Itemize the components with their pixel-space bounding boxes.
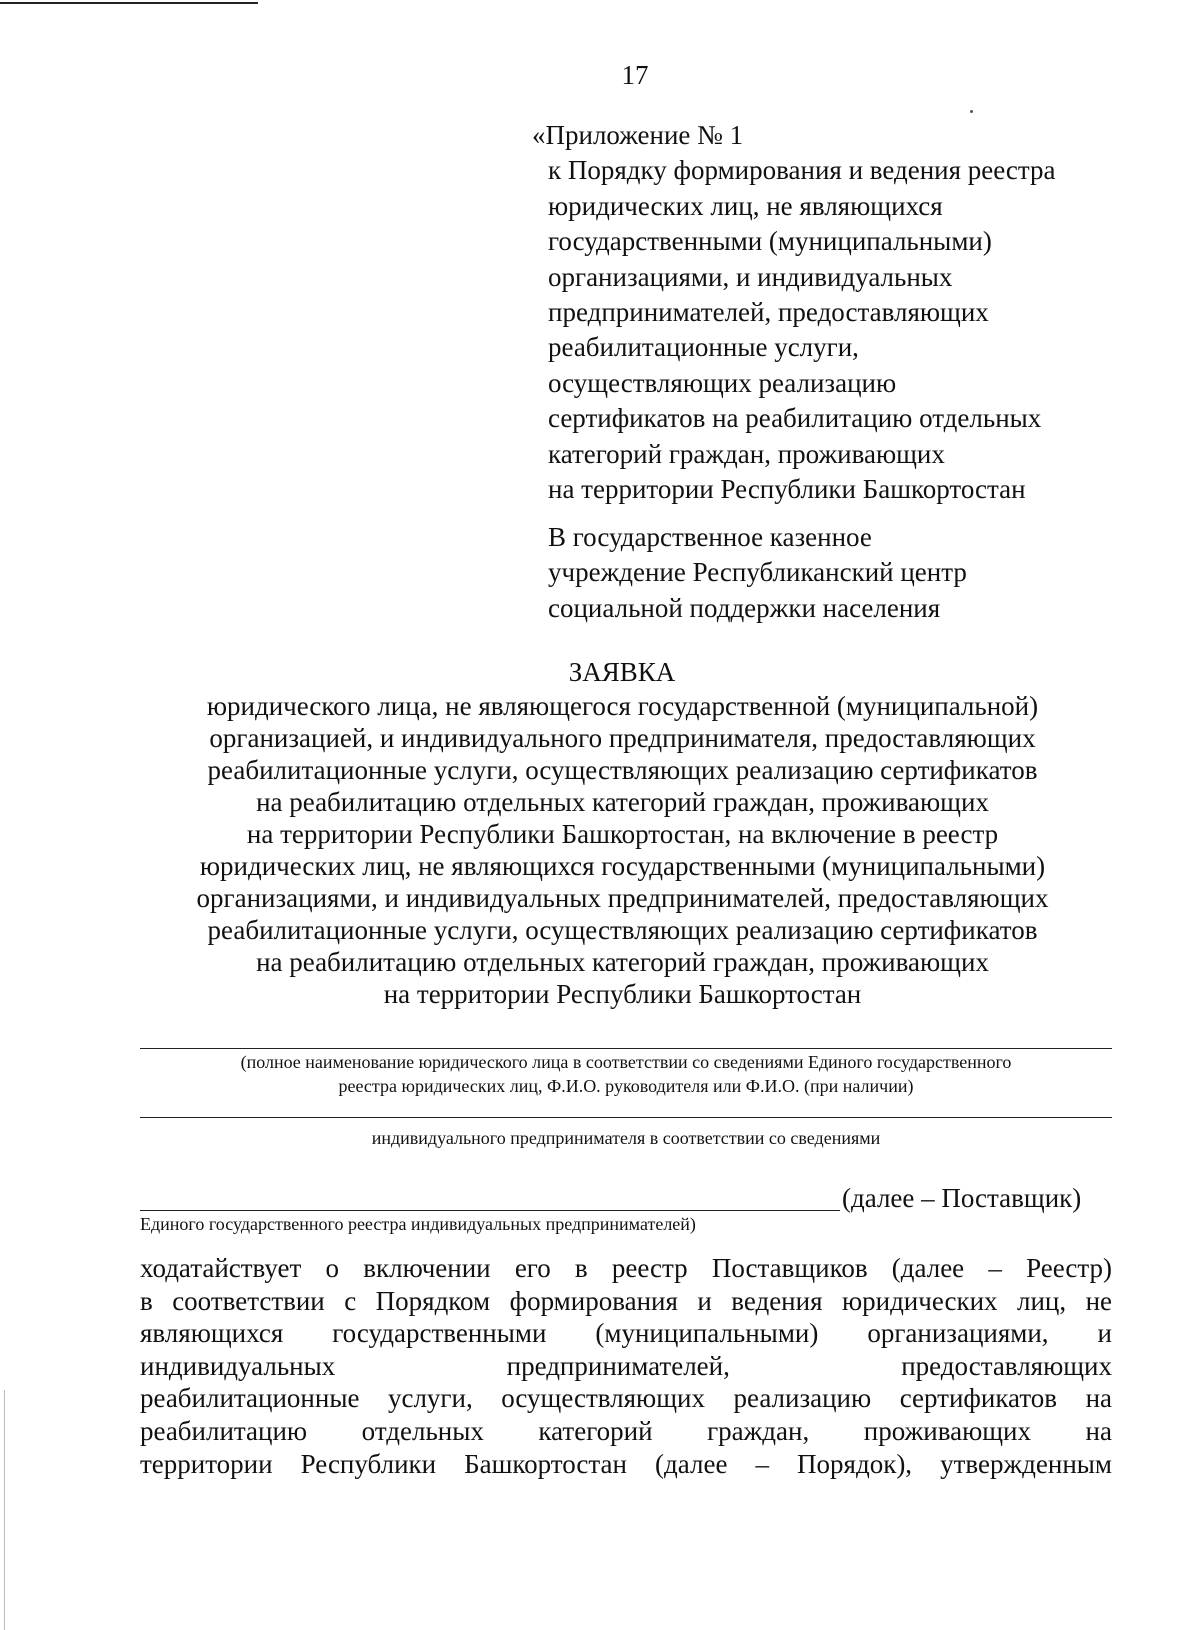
body-line: индивидуальных предпринимателей, предоставляющих <box>140 1350 1112 1381</box>
body-line: в соответствии с Порядком формирования и ведения юридических лиц, не <box>140 1285 1112 1316</box>
subtitle-line: реабилитационные услуги, осуществляющих реализацию сертификатов <box>207 915 1038 945</box>
appendix-line: юридических лиц, не являющихся <box>548 190 943 221</box>
caption-register: Единого государственного реестра индивидуальных предпринимателей) <box>140 1214 696 1234</box>
body-paragraph <box>140 1252 1112 1480</box>
subtitle-line: на реабилитацию отдельных категорий граждан, проживающих <box>256 787 989 817</box>
addressee-line: В государственное казенное <box>548 522 872 552</box>
body-line: являющихся государственными (муниципальными) организациями, и <box>140 1318 1112 1349</box>
subtitle-line: организацией, и индивидуального предпринимателя, предоставляющих <box>209 723 1036 753</box>
application-subtitle <box>140 690 1105 1010</box>
appendix-line: категорий граждан, проживающих <box>548 438 945 469</box>
caption-legal-entity <box>140 1050 1112 1098</box>
appendix-line: государственными (муниципальными) <box>548 226 992 257</box>
caption-entrepreneur: индивидуального предпринимателя в соответствии со сведениями <box>371 1128 881 1148</box>
appendix-line: «Приложение № 1 <box>532 120 744 150</box>
appendix-line: осуществляющих реализацию <box>548 367 897 398</box>
appendix-header <box>532 118 1172 507</box>
scan-speck <box>970 110 973 113</box>
application-title: ЗАЯВКА <box>568 657 676 687</box>
subtitle-line: на территории Республики Башкортостан <box>383 979 862 1009</box>
caption-line: (полное наименование юридического лица в соответствии со сведениями Единого государственного <box>240 1052 1012 1072</box>
body-line: реабилитационные услуги, осуществляющих реализацию сертификатов на <box>140 1383 1112 1414</box>
appendix-line: на территории Республики Башкортостан <box>548 474 1026 505</box>
appendix-line: организациями, и индивидуальных <box>548 261 953 292</box>
addressee-block <box>548 520 1168 626</box>
fill-in-line-2[interactable] <box>140 1117 1112 1118</box>
addressee-line: учреждение Республиканский центр <box>548 557 967 588</box>
fill-in-line-3[interactable] <box>140 1210 840 1211</box>
appendix-line: реабилитационные услуги, <box>548 332 859 363</box>
appendix-line: сертификатов на реабилитацию отдельных <box>548 403 1042 434</box>
supplier-suffix: (далее – Поставщик) <box>842 1183 1082 1213</box>
scan-left-edge <box>4 1390 5 1630</box>
fill-in-line-1[interactable] <box>140 1048 1112 1049</box>
appendix-line: предпринимателей, предоставляющих <box>548 297 989 328</box>
subtitle-line: организациями, и индивидуальных предпринимателей, предоставляющих <box>196 883 1049 913</box>
body-line: ходатайствует о включении его в реестр Поставщиков (далее – Реестр) <box>140 1253 1112 1283</box>
page-number: 17 <box>621 60 649 90</box>
scan-edge-line <box>0 2 258 4</box>
caption-line: реестра юридических лиц, Ф.И.О. руководителя или Ф.И.О. (при наличии) <box>338 1076 914 1096</box>
subtitle-line: реабилитационные услуги, осуществляющих реализацию сертификатов <box>207 755 1038 785</box>
body-line: реабилитацию отдельных категорий граждан, проживающих на <box>140 1415 1112 1446</box>
subtitle-line: юридического лица, не являющегося государственной (муниципальной) <box>206 691 1039 721</box>
subtitle-line: на территории Республики Башкортостан, на включение в реестр <box>246 819 999 849</box>
appendix-line: к Порядку формирования и ведения реестра <box>548 155 1056 186</box>
body-line: территории Республики Башкортостан (далее – Порядок), утвержденным <box>140 1448 1112 1479</box>
subtitle-line: юридических лиц, не являющихся государственными (муниципальными) <box>199 851 1046 881</box>
subtitle-line: на реабилитацию отдельных категорий граждан, проживающих <box>256 947 989 977</box>
addressee-line: социальной поддержки населения <box>548 592 941 623</box>
